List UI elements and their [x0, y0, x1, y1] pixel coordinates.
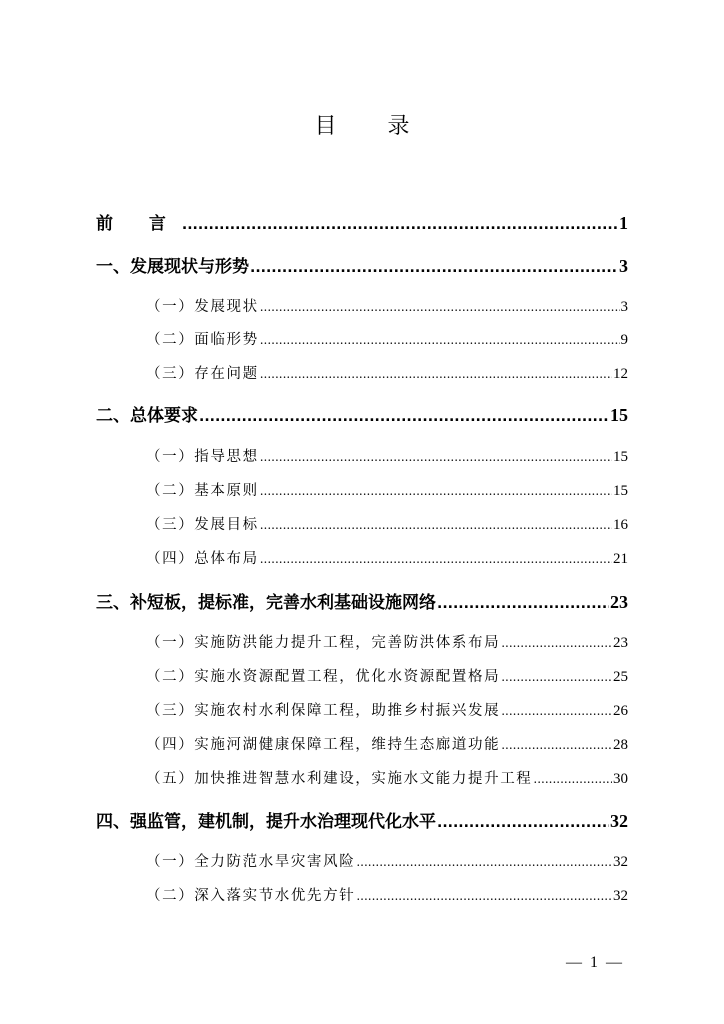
toc-leader-dots [501, 635, 612, 651]
toc-entry-page: 16 [613, 517, 628, 533]
toc-entry-label: 三、补短板，提标准，完善水利基础设施网络 [96, 593, 436, 613]
toc-entry-section-3-2[interactable] [146, 665, 628, 687]
toc-leader-dots [250, 257, 618, 277]
toc-entry-section-2-3[interactable] [146, 513, 628, 535]
toc-entry-chapter-3[interactable] [96, 588, 628, 614]
toc-entry-section-3-4[interactable] [146, 733, 628, 755]
toc-leader-dots [260, 551, 612, 567]
toc-entry-chapter-1[interactable] [96, 252, 628, 278]
toc-entry-page: 12 [613, 366, 628, 382]
toc-entry-label: （一）实施防洪能力提升工程，完善防洪体系布局 [146, 635, 501, 651]
toc-leader-dots [437, 593, 609, 613]
toc-entry-section-4-1[interactable] [146, 850, 628, 872]
toc-leader-dots [533, 771, 612, 787]
toc-entry-section-3-3[interactable] [146, 699, 628, 721]
toc-leader-dots [260, 517, 612, 533]
toc-leader-dots [356, 888, 612, 904]
toc-entry-section-1-2[interactable] [146, 328, 628, 350]
toc-entry-label: （四）实施河湖健康保障工程，维持生态廊道功能 [146, 737, 501, 753]
toc-entry-label: 一、发展现状与形势 [96, 257, 249, 277]
toc-entry-section-3-1[interactable] [146, 631, 628, 653]
toc-leader-dots [501, 703, 612, 719]
toc-entry-section-1-3[interactable] [146, 362, 628, 384]
toc-entry-label: （二）深入落实节水优先方针 [146, 888, 356, 904]
toc-entry-label: 四、强监管，建机制，提升水治理现代化水平 [96, 812, 436, 832]
toc-entry-page: 26 [613, 703, 628, 719]
toc-entry-page: 32 [610, 811, 628, 831]
toc-entry-page: 1 [619, 213, 628, 233]
toc-entry-chapter-4[interactable] [96, 807, 628, 833]
toc-leader-dots [260, 332, 620, 348]
toc-entry-label: （五）加快推进智慧水利建设，实施水文能力提升工程 [146, 771, 533, 787]
toc-entry-label: （三）存在问题 [146, 366, 259, 382]
toc-entry-page: 32 [613, 888, 628, 904]
toc-leader-dots [260, 449, 612, 465]
toc-entry-section-2-1[interactable] [146, 445, 628, 467]
toc-leader-dots [501, 737, 612, 753]
toc-entry-page: 23 [610, 592, 628, 612]
toc-entry-section-2-2[interactable] [146, 479, 628, 501]
toc-entry-label: （四）总体布局 [146, 551, 259, 567]
page-number: — 1 — [566, 954, 624, 971]
toc-leader-dots [260, 366, 612, 382]
toc-entry-label: （二）实施水资源配置工程，优化水资源配置格局 [146, 669, 501, 685]
toc-leader-dots [356, 854, 612, 870]
toc-entry-page: 15 [610, 405, 628, 425]
toc-entry-page: 23 [613, 635, 628, 651]
toc-entry-page: 15 [613, 483, 628, 499]
toc-leader-dots [182, 214, 618, 234]
toc-leader-dots [501, 669, 612, 685]
toc-entry-page: 28 [613, 737, 628, 753]
page-title: 目 录 [314, 114, 432, 139]
toc-entry-label: （一）发展现状 [146, 299, 259, 315]
toc-entry-page: 25 [613, 669, 628, 685]
toc-entry-page: 30 [613, 771, 628, 787]
toc-entry-label: 二、总体要求 [96, 406, 198, 426]
toc-entry-section-1-1[interactable] [146, 295, 628, 317]
toc-entry-page: 9 [620, 332, 628, 348]
toc-entry-page: 3 [619, 256, 628, 276]
toc-leader-dots [260, 299, 620, 315]
toc-entry-chapter-2[interactable] [96, 401, 628, 427]
toc-entry-page: 3 [620, 299, 628, 315]
toc-entry-label: （一）指导思想 [146, 449, 259, 465]
toc-entry-label: （三）实施农村水利保障工程，助推乡村振兴发展 [146, 703, 501, 719]
toc-entry-section-4-2[interactable] [146, 884, 628, 906]
toc-leader-dots [199, 406, 609, 426]
toc-entry-section-3-5[interactable] [146, 767, 628, 789]
toc-entry-preface[interactable] [96, 209, 628, 235]
toc-leader-dots [260, 483, 612, 499]
toc-entry-label: （二）基本原则 [146, 483, 259, 499]
toc-entry-label: （一）全力防范水旱灾害风险 [146, 854, 356, 870]
toc-entry-label: 前 言 [96, 214, 181, 234]
toc-entry-label: （二）面临形势 [146, 332, 259, 348]
toc-entry-page: 32 [613, 854, 628, 870]
toc-entry-page: 21 [613, 551, 628, 567]
toc-entry-section-2-4[interactable] [146, 547, 628, 569]
toc-leader-dots [437, 812, 609, 832]
toc-entry-page: 15 [613, 449, 628, 465]
toc-entry-label: （三）发展目标 [146, 517, 259, 533]
